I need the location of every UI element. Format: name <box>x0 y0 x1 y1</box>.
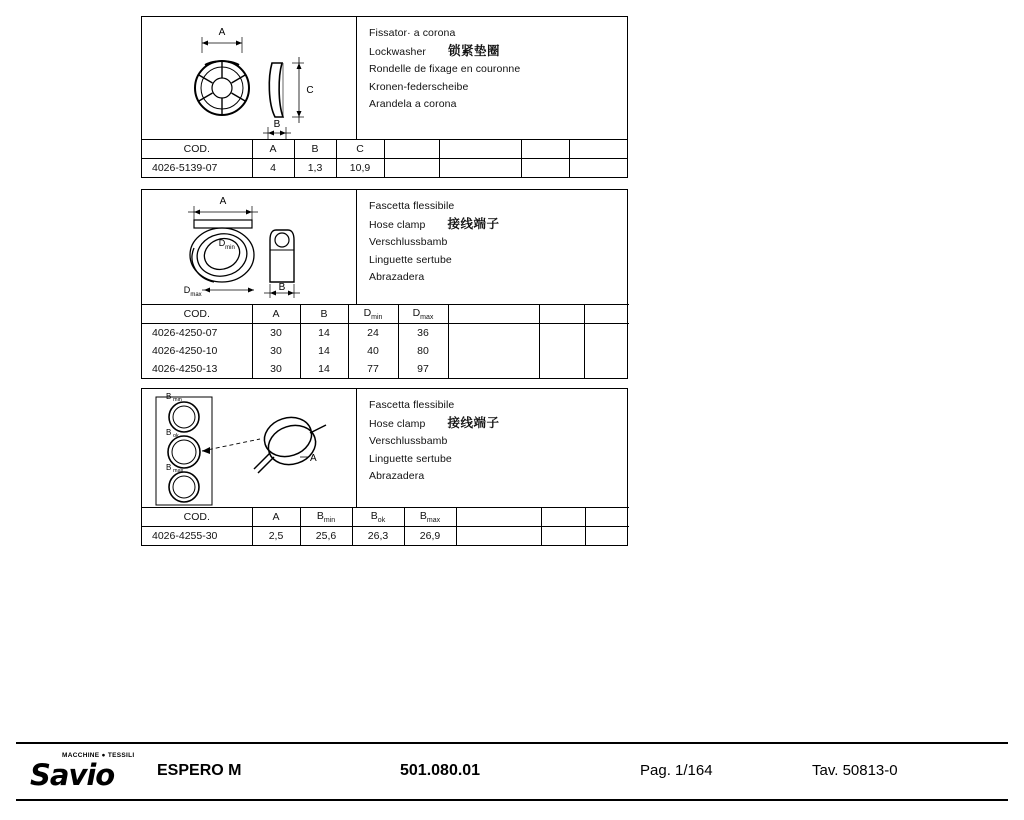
cell-value: 30 <box>252 360 300 378</box>
cell-code: 4026-4250-07 <box>142 324 252 343</box>
svg-text:D: D <box>183 285 191 295</box>
description-line <box>369 468 627 486</box>
description-line <box>369 269 627 287</box>
table-row <box>142 324 629 343</box>
description-text: Hose clamp <box>369 417 426 430</box>
svg-text:D: D <box>218 238 226 248</box>
description-text-cn: 接线端子 <box>447 216 500 231</box>
description-text: Linguette sertube <box>369 452 452 465</box>
column-header <box>584 305 629 324</box>
cell-value: 4 <box>252 159 294 178</box>
cell-value: 2,5 <box>252 527 300 546</box>
column-header <box>439 140 521 159</box>
column-header: COD. <box>142 305 252 324</box>
item-block-lockwasher <box>141 16 628 178</box>
description-line <box>369 61 627 79</box>
cell-value <box>439 159 521 178</box>
column-header: COD. <box>142 140 252 159</box>
column-header <box>569 140 627 159</box>
hose-clamp-drawing-2 <box>142 389 357 507</box>
svg-text:B: B <box>278 282 286 293</box>
description-text: Fissator· a corona <box>369 27 456 39</box>
description-text: Abrazadera <box>369 271 425 283</box>
description-line <box>369 433 627 451</box>
description-pane <box>357 190 627 304</box>
description-line <box>369 397 627 415</box>
item-block-hose-clamp-1 <box>141 189 628 379</box>
spec-table-hose-clamp-1 <box>142 304 629 378</box>
figure-pane-hose-clamp-1 <box>142 190 357 304</box>
description-text: Rondelle de fixage en couronne <box>369 63 521 75</box>
cell-value <box>584 324 629 343</box>
svg-text:A: A <box>219 196 227 207</box>
svg-text:B: B <box>166 392 172 401</box>
footer-rule-top <box>16 742 1008 744</box>
column-header <box>448 305 539 324</box>
description-text: Verschlussbamb <box>369 435 448 447</box>
svg-text:A: A <box>218 27 226 38</box>
column-header: A <box>252 140 294 159</box>
description-text: Fascetta flessibile <box>369 399 455 411</box>
cell-value: 25,6 <box>300 527 352 546</box>
description-text: Lockwasher <box>369 45 427 58</box>
cell-value: 30 <box>252 342 300 360</box>
footer-machine-name: ESPERO M <box>157 762 242 779</box>
description-text: Abrazadera <box>369 470 425 482</box>
svg-text:max: max <box>173 468 184 474</box>
description-text: Hose clamp <box>369 218 426 231</box>
description-line <box>369 216 627 235</box>
column-header: A <box>252 508 300 527</box>
description-line <box>369 25 627 43</box>
savio-logo <box>30 752 145 794</box>
column-header <box>384 140 439 159</box>
cell-value: 14 <box>300 360 348 378</box>
cell-value: 26,3 <box>352 527 404 546</box>
cell-value <box>541 527 585 546</box>
logo-tagline: MACCHINE ● TESSILI <box>62 752 135 759</box>
description-text: Fascetta flessibile <box>369 200 455 212</box>
column-header <box>585 508 629 527</box>
table-row <box>142 159 627 178</box>
table-header-row <box>142 305 629 324</box>
description-line <box>369 415 627 434</box>
description-line <box>369 234 627 252</box>
cell-code: 4026-4250-10 <box>142 342 252 360</box>
svg-text:B: B <box>166 463 172 472</box>
cell-value <box>521 159 569 178</box>
cell-value <box>448 360 539 378</box>
svg-text:ok: ok <box>173 433 179 439</box>
svg-text:B: B <box>166 428 172 437</box>
description-line <box>369 96 627 114</box>
item-upper <box>142 389 627 507</box>
cell-value: 26,9 <box>404 527 456 546</box>
description-line <box>369 79 627 97</box>
cell-value: 1,3 <box>294 159 336 178</box>
figure-pane-hose-clamp-2 <box>142 389 357 507</box>
cell-code: 4026-4255-30 <box>142 527 252 546</box>
cell-value: 77 <box>348 360 398 378</box>
column-header: $D_{min}$ <box>348 305 398 324</box>
column-header: C <box>336 140 384 159</box>
column-header: $D_{max}$ <box>398 305 448 324</box>
description-text: Arandela a corona <box>369 98 457 110</box>
cell-value: 24 <box>348 324 398 343</box>
svg-text:min: min <box>173 397 182 403</box>
footer-tav-number: Tav. 50813-0 <box>812 762 898 779</box>
svg-text:A: A <box>310 453 317 464</box>
table-row <box>142 360 629 378</box>
cell-value: 97 <box>398 360 448 378</box>
cell-value: 36 <box>398 324 448 343</box>
spec-table-hose-clamp-2 <box>142 507 629 545</box>
spec-table-lockwasher <box>142 139 627 177</box>
description-text-cn: 锁紧垫圈 <box>448 43 501 58</box>
cell-value <box>539 342 584 360</box>
cell-value <box>539 324 584 343</box>
lockwasher-drawing <box>142 17 357 139</box>
description-text: Linguette sertube <box>369 253 452 266</box>
item-upper <box>142 17 627 139</box>
column-header: B <box>300 305 348 324</box>
cell-code: 4026-5139-07 <box>142 159 252 178</box>
description-text: Kronen-federscheibe <box>369 80 469 93</box>
table-header-row <box>142 140 627 159</box>
description-pane <box>357 17 627 139</box>
cell-code: 4026-4250-13 <box>142 360 252 378</box>
svg-text:B: B <box>273 119 281 130</box>
table-header-row <box>142 508 629 527</box>
cell-value: 30 <box>252 324 300 343</box>
description-line <box>369 252 627 270</box>
cell-value: 14 <box>300 342 348 360</box>
cell-value <box>448 342 539 360</box>
column-header: B <box>294 140 336 159</box>
cell-value: 80 <box>398 342 448 360</box>
cell-value: 14 <box>300 324 348 343</box>
description-text-cn: 接线端子 <box>447 415 500 430</box>
item-upper <box>142 190 627 304</box>
footer-rule-bottom <box>16 799 1008 801</box>
column-header: $B_{min}$ <box>300 508 352 527</box>
cell-value <box>448 324 539 343</box>
column-header <box>539 305 584 324</box>
item-block-hose-clamp-2 <box>141 388 628 546</box>
cell-value <box>569 159 627 178</box>
cell-value: 40 <box>348 342 398 360</box>
table-row <box>142 342 629 360</box>
column-header: A <box>252 305 300 324</box>
description-text: Verschlussbamb <box>369 236 448 248</box>
cell-value <box>456 527 541 546</box>
svg-text:min: min <box>225 245 235 251</box>
svg-text:max: max <box>190 292 202 298</box>
hose-clamp-drawing-1 <box>142 190 357 304</box>
column-header: $B_{ok}$ <box>352 508 404 527</box>
cell-value <box>584 342 629 360</box>
cell-value <box>584 360 629 378</box>
column-header <box>456 508 541 527</box>
svg-text:C: C <box>306 85 314 96</box>
description-line <box>369 43 627 62</box>
footer-document-code: 501.080.01 <box>400 762 481 779</box>
footer-page-number: Pag. 1/164 <box>640 762 713 779</box>
logo-brand: Savio <box>30 758 115 792</box>
column-header: COD. <box>142 508 252 527</box>
cell-value <box>585 527 629 546</box>
figure-pane-lockwasher <box>142 17 357 139</box>
table-row <box>142 527 629 546</box>
column-header <box>521 140 569 159</box>
description-line <box>369 451 627 469</box>
column-header: $B_{max}$ <box>404 508 456 527</box>
cell-value <box>539 360 584 378</box>
cell-value: 10,9 <box>336 159 384 178</box>
description-pane <box>357 389 627 507</box>
description-line <box>369 198 627 216</box>
cell-value <box>384 159 439 178</box>
column-header <box>541 508 585 527</box>
